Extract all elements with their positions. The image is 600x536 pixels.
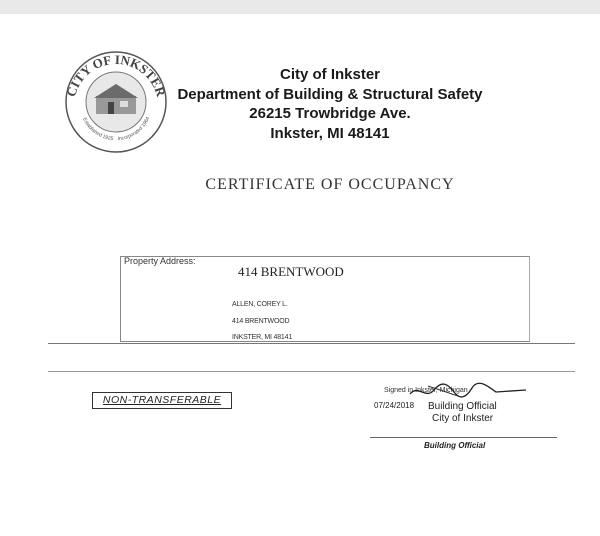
official-city: City of Inkster [432, 413, 494, 424]
seal-top-text: CITY OF INKSTER [63, 51, 169, 99]
signature-line [370, 437, 557, 438]
owner-street: 414 BRENTWOOD [232, 318, 290, 325]
owner-city: INKSTER, MI 48141 [232, 334, 293, 341]
header-department: Department of Building & Structural Safety [177, 86, 483, 103]
non-transferable-stamp: NON-TRANSFERABLE [92, 392, 232, 409]
property-address: 414 BRENTWOOD [238, 264, 344, 279]
official-title: Building Official [428, 401, 497, 412]
divider-line [48, 343, 575, 344]
signature-scribble-icon [408, 380, 528, 402]
header-citystate: Inkster, MI 48141 [270, 125, 390, 142]
header-city: City of Inkster [279, 66, 381, 83]
seal-established: Established 1925 [81, 116, 114, 143]
signature-footer-title: Building Official [424, 441, 486, 450]
city-seal-icon [60, 46, 172, 158]
certificate-title: CERTIFICATE OF OCCUPANCY [205, 176, 455, 193]
divider-line [48, 371, 575, 372]
property-address-label: Property Address: [124, 256, 196, 266]
owner-name: ALLEN, COREY L. [232, 301, 288, 308]
signed-date: 07/24/2018 [374, 401, 415, 410]
header-street: 26215 Trowbridge Ave. [249, 105, 411, 122]
seal-incorporated: Incorporated 1964 [117, 116, 152, 143]
top-bar [0, 0, 600, 14]
signed-label: Signed in Inkster, Michigan [384, 387, 468, 394]
